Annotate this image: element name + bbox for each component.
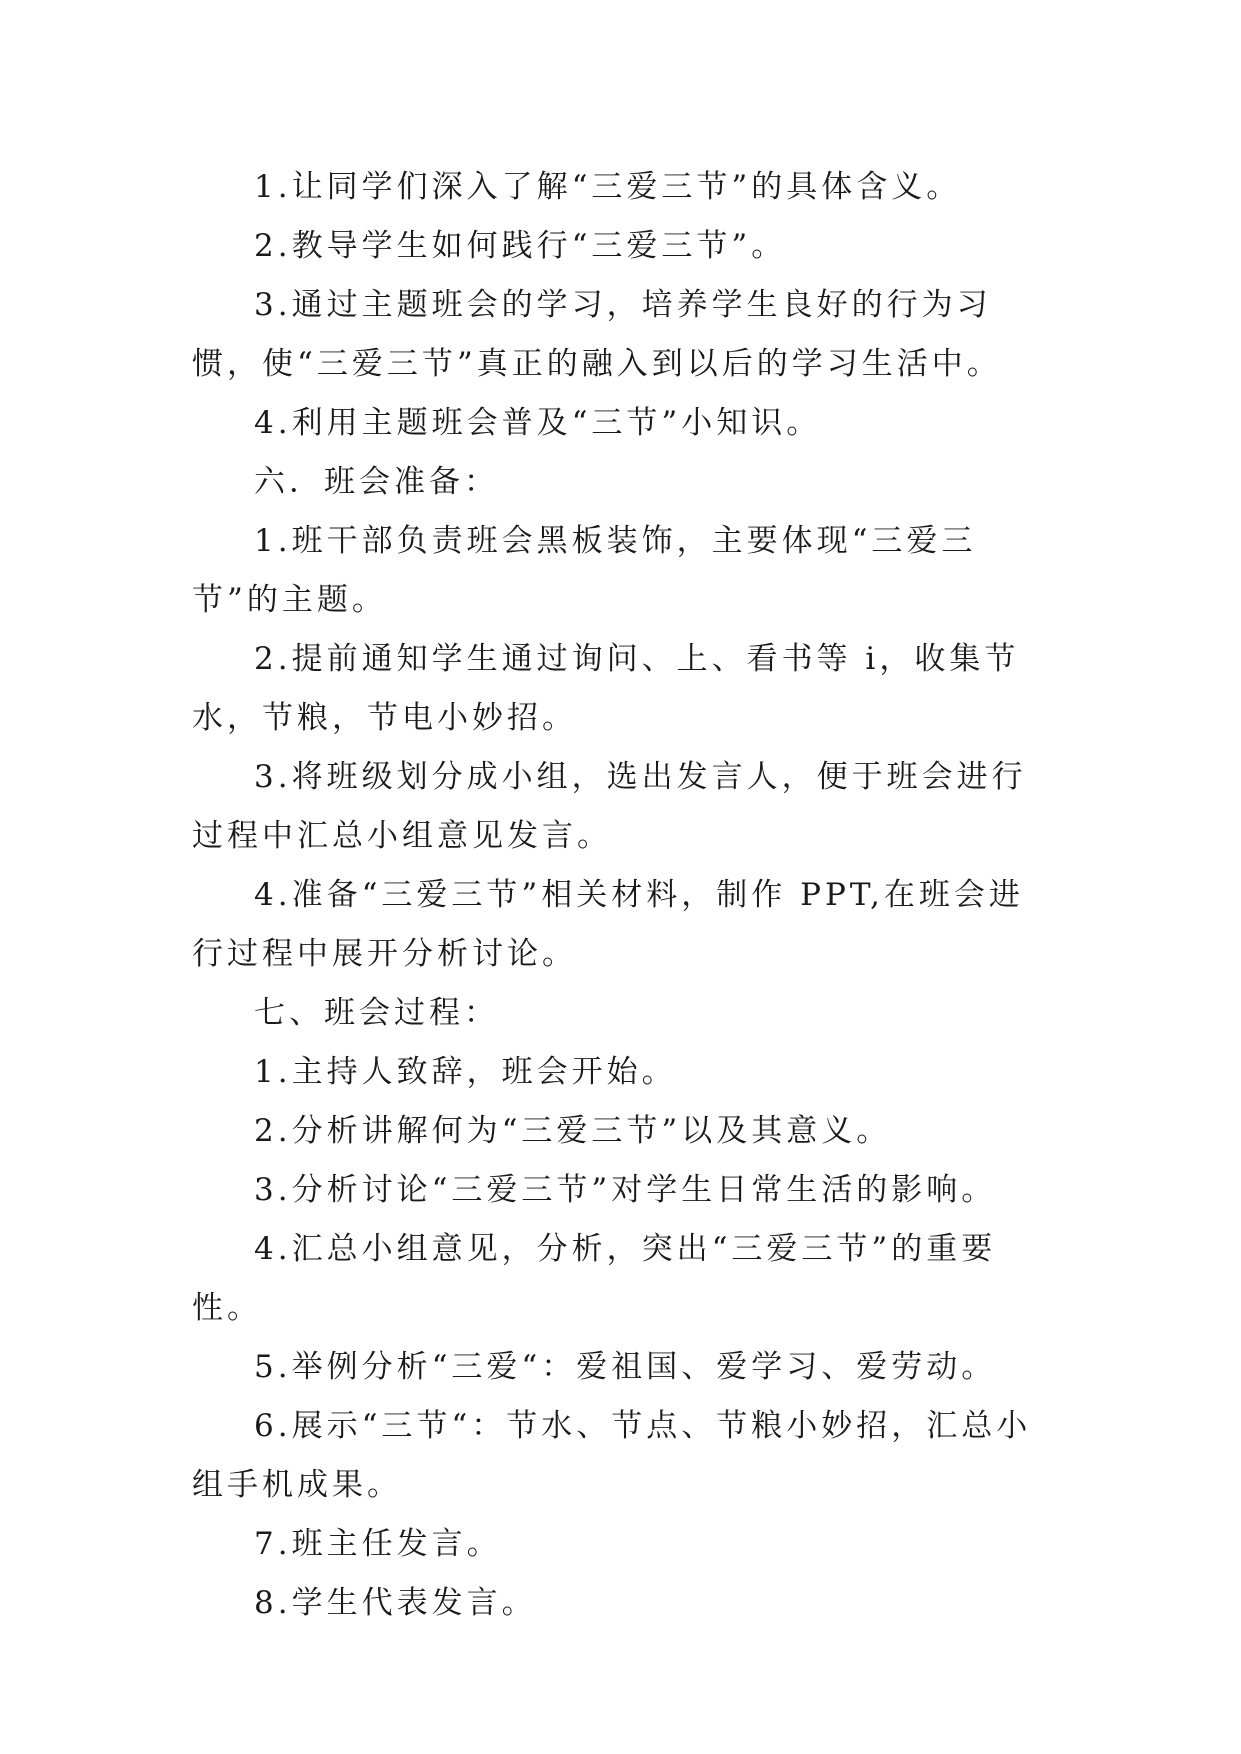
process-item-8: 8.学生代表发言。 <box>254 1585 537 1621</box>
preparation-item-4: 4.准备“三爱三节”相关材料，制作 PPT,在班会进行过程中展开分析讨论。 <box>192 877 1024 972</box>
preparation-item-3: 3.将班级划分成小组，选出发言人，便于班会进行过程中汇总小组意见发言。 <box>192 759 1027 854</box>
preparation-item-2: 2.提前通知学生通过询问、上、看书等 i，收集节水，节粮，节电小妙招。 <box>192 641 1020 736</box>
objective-item-4: 4.利用主题班会普及“三节”小知识。 <box>254 405 822 441</box>
objective-item-1: 1.让同学们深入了解“三爱三节”的具体含义。 <box>254 169 962 205</box>
objective-item-2: 2.教导学生如何践行“三爱三节”。 <box>254 228 787 264</box>
section-heading-process: 七、班会过程： <box>254 995 499 1031</box>
process-item-2: 2.分析讲解何为“三爱三节”以及其意义。 <box>254 1113 892 1149</box>
process-item-1: 1.主持人致辞，班会开始。 <box>254 1054 677 1090</box>
process-item-7: 7.班主任发言。 <box>254 1526 502 1562</box>
preparation-item-1: 1.班干部负责班会黑板装饰，主要体现“三爱三节”的主题。 <box>192 523 977 618</box>
objective-item-3: 3.通过主题班会的学习，培养学生良好的行为习惯，使“三爱三节”真正的融入到以后的学习生活中。 <box>192 287 1002 382</box>
process-item-6: 6.展示“三节“：节水、节点、节粮小妙招，汇总小组手机成果。 <box>192 1408 1032 1503</box>
process-item-5: 5.举例分析“三爱“：爱祖国、爱学习、爱劳动。 <box>254 1349 997 1385</box>
section-heading-preparation: 六．班会准备： <box>254 464 499 500</box>
process-item-4: 4.汇总小组意见，分析，突出“三爱三节”的重要性。 <box>192 1231 997 1326</box>
document-body <box>192 158 1052 1633</box>
process-item-3: 3.分析讨论“三爱三节”对学生日常生活的影响。 <box>254 1172 997 1208</box>
